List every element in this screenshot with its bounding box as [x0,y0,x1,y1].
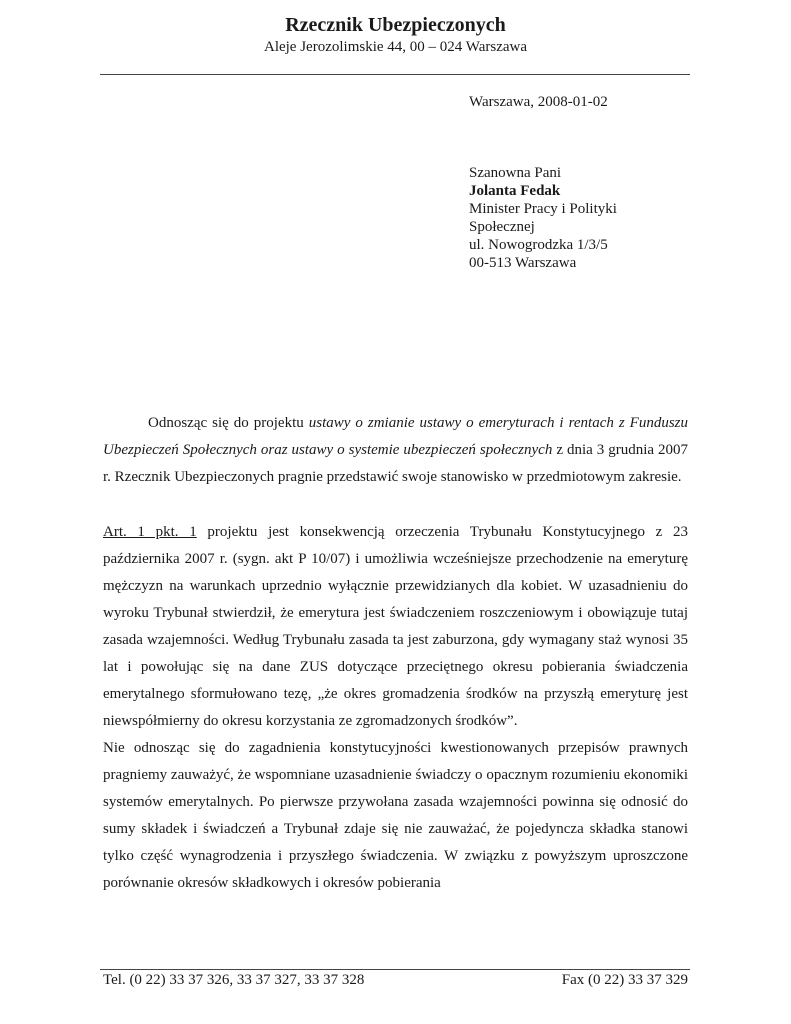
intro-end: z dnia 3 grudnia 2007 r. Rzecznik Ubezpieczonych pragnie przedstawić swoje stanowisko w przedmiotowym zakresie. [103,442,688,485]
paragraph-intro [103,410,688,491]
recipient-title-line1: Minister Pracy i Polityki [469,201,617,217]
footer-phone: Tel. (0 22) 33 37 326, 33 37 327, 33 37 328 [103,972,365,988]
article-text: projektu jest konsekwencją orzeczenia Trybunału Konstytucyjnego z 23 października 2007 r. (sygn. akt P 10/07) i umożliwia wcześniejsze przechodzenie na emeryturę mężczyzn na warunkach uprzednio wyłącznie przewidzianych dla kobiet. W uzasadnieniu do wyroku Trybunał stwierdził, że emerytura jest świadczeniem roszczeniowym i obowiązuje tutaj zasada wzajemności. Według Trybunału zasada ta jest zaburzona, gdy wymagany staż wynosi 35 lat i powołując się na dane ZUS dotyczące przeciętnego okresu pobierania świadczenia emerytalnego sformułowano tezę, „że okres gromadzenia środków na przyszłą emeryturę jest niewspółmierny do okresu korzystania ze zgromadzonych środków”. [103,524,688,729]
recipient-city: 00-513 Warszawa [469,255,577,271]
paragraph-gap [103,491,688,519]
recipient-title-line2: Społecznej [469,219,535,235]
article-reference: Art. 1 pkt. 1 [103,524,197,540]
paragraph-argument: Nie odnosząc się do zagadnienia konstytucyjności kwestionowanych przepisów prawnych pragniemy zauważyć, że wspomniane uzasadnienie świadczy o opacznym rozumieniu ekonomiki systemów emerytalnych. Po pierwsze przywołana zasada wzajemności powinna się odnosić do sumy składek i świadczeń a Trybunał zdaje się nie zauważać, że pojedyncza składka stanowi tylko część wynagrodzenia i przyszłego świadczenia. W związku z powyższym uproszczone porównanie okresów składkowych i okresów pobierania [103,740,688,891]
intro-start: Odnosząc się do projektu [148,415,309,431]
footer [103,971,688,989]
header-divider [100,74,690,75]
footer-fax: Fax (0 22) 33 37 329 [561,972,688,988]
paragraph-article [103,519,688,735]
recipient-block [469,164,617,272]
letterhead [0,12,791,56]
organization-name: Rzecznik Ubezpieczonych [285,14,506,36]
recipient-salutation: Szanowna Pani [469,165,562,181]
letter-body [103,410,688,897]
organization-address: Aleje Jerozolimskie 44, 00 – 024 Warszawa [263,39,528,55]
recipient-name: Jolanta Fedak [469,183,561,199]
footer-divider [100,969,690,970]
intro-act-title: ustawy o zmianie ustawy o emeryturach i rentach z Funduszu Ubezpieczeń Społecznych oraz ustawy o systemie ubezpieczeń społecznych [103,415,688,458]
letter-date: Warszawa, 2008-01-02 [469,94,608,110]
recipient-street: ul. Nowogrodzka 1/3/5 [469,237,608,253]
